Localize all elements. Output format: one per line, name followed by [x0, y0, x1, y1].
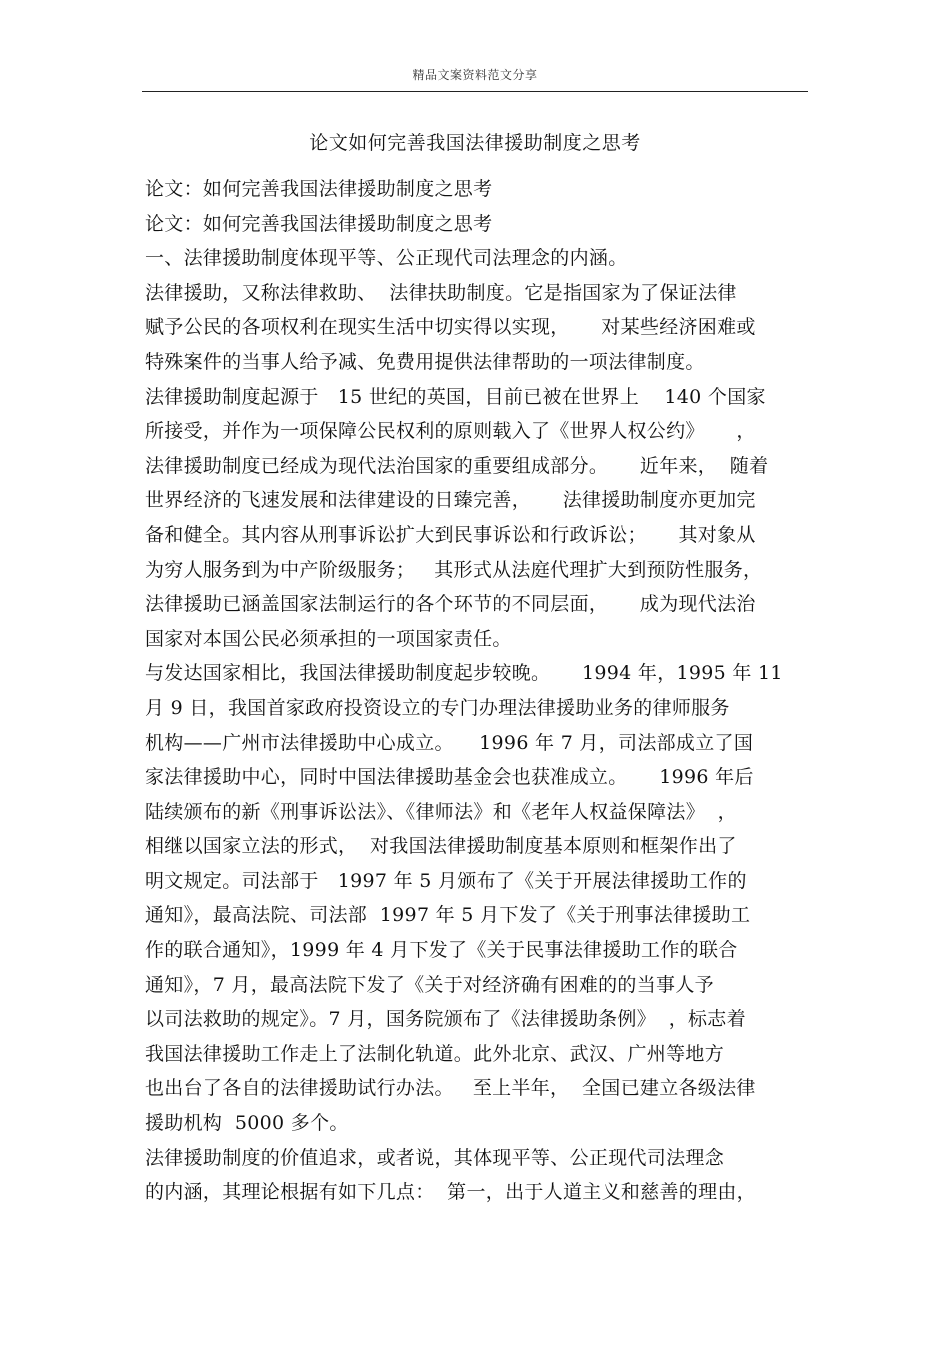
body-line: 法律援助制度的价值追求，或者说，其体现平等、公正现代司法理念: [145, 1146, 725, 1169]
body-line: 作的联合通知》，1999 年 4 月下发了《关于民事法律援助工作的联合: [145, 939, 738, 962]
body-line: 陆续颁布的新《刑事诉讼法》、《律师法》和《老年人权益保障法》 ，: [145, 800, 737, 823]
body-line: 赋予公民的各项权利在现实生活中切实得以实现， 对某些经济困难或: [145, 316, 756, 339]
body-line: 的内涵，其理论根据有如下几点： 第一，出于人道主义和慈善的理由，: [145, 1181, 756, 1204]
body-line: 论文：如何完善我国法律援助制度之思考: [145, 178, 493, 200]
body-line: 法律援助制度起源于 15 世纪的英国，目前已被在世界上 140 个国家: [145, 385, 766, 408]
body-line: 家法律援助中心，同时中国法律援助基金会也获准成立。 1996 年后: [145, 766, 754, 789]
header-divider: [142, 91, 808, 92]
body-line: 法律援助，又称法律救助、 法律扶助制度。它是指国家为了保证法律: [145, 281, 737, 304]
body-line: 也出台了各自的法律援助试行办法。 至上半年， 全国已建立各级法律: [145, 1077, 756, 1100]
body-line: 特殊案件的当事人给予减、免费用提供法律帮助的一项法律制度。: [145, 350, 705, 373]
body-line: 一、法律援助制度体现平等、公正现代司法理念的内涵。: [145, 247, 628, 270]
body-line: 法律援助制度已经成为现代法治国家的重要组成部分。 近年来， 随着: [145, 454, 769, 477]
document-title: 论文如何完善我国法律援助制度之思考: [309, 132, 641, 154]
body-line: 与发达国家相比，我国法律援助制度起步较晚。 1994 年，1995 年 11: [145, 662, 783, 685]
body-line: 月 9 日，我国首家政府投资设立的专门办理法律援助业务的律师服务: [145, 696, 730, 719]
body-line: 机构——广州市法律援助中心成立。 1996 年 7 月，司法部成立了国: [145, 731, 754, 754]
body-line: 援助机构 5000 多个。: [145, 1112, 349, 1135]
body-line: 法律援助已涵盖国家法制运行的各个环节的不同层面， 成为现代法治: [145, 593, 756, 616]
body-line: 我国法律援助工作走上了法制化轨道。此外北京、武汉、广州等地方: [145, 1042, 725, 1065]
body-line: 相继以国家立法的形式， 对我国法律援助制度基本原则和框架作出了: [145, 835, 737, 858]
page-header: 精品文案资料范文分享: [412, 68, 538, 82]
body-line: 所接受，并作为一项保障公民权利的原则载入了《世界人权公约》 ，: [145, 420, 756, 443]
body-line: 通知》，7 月，最高法院下发了《关于对经济确有困难的的当事人予: [145, 973, 714, 996]
body-line: 通知》，最高法院、司法部 1997 年 5 月下发了《关于刑事法律援助工: [145, 904, 751, 927]
body-line: 明文规定。司法部于 1997 年 5 月颁布了《关于开展法律援助工作的: [145, 869, 747, 892]
body-line: 备和健全。其内容从刑事诉讼扩大到民事诉讼和行政诉讼； 其对象从: [145, 523, 756, 546]
body-line: 国家对本国公民必须承担的一项国家责任。: [145, 627, 512, 650]
document-body: [145, 172, 813, 1210]
body-line: 论文：如何完善我国法律援助制度之思考: [145, 212, 493, 235]
body-line: 以司法救助的规定》。7 月，国务院颁布了《法律援助条例》 ，标志着: [145, 1008, 746, 1031]
body-line: 世界经济的飞速发展和法律建设的日臻完善， 法律援助制度亦更加完: [145, 489, 756, 512]
body-line: 为穷人服务到为中产阶级服务； 其形式从法庭代理扩大到预防性服务，: [145, 558, 763, 581]
